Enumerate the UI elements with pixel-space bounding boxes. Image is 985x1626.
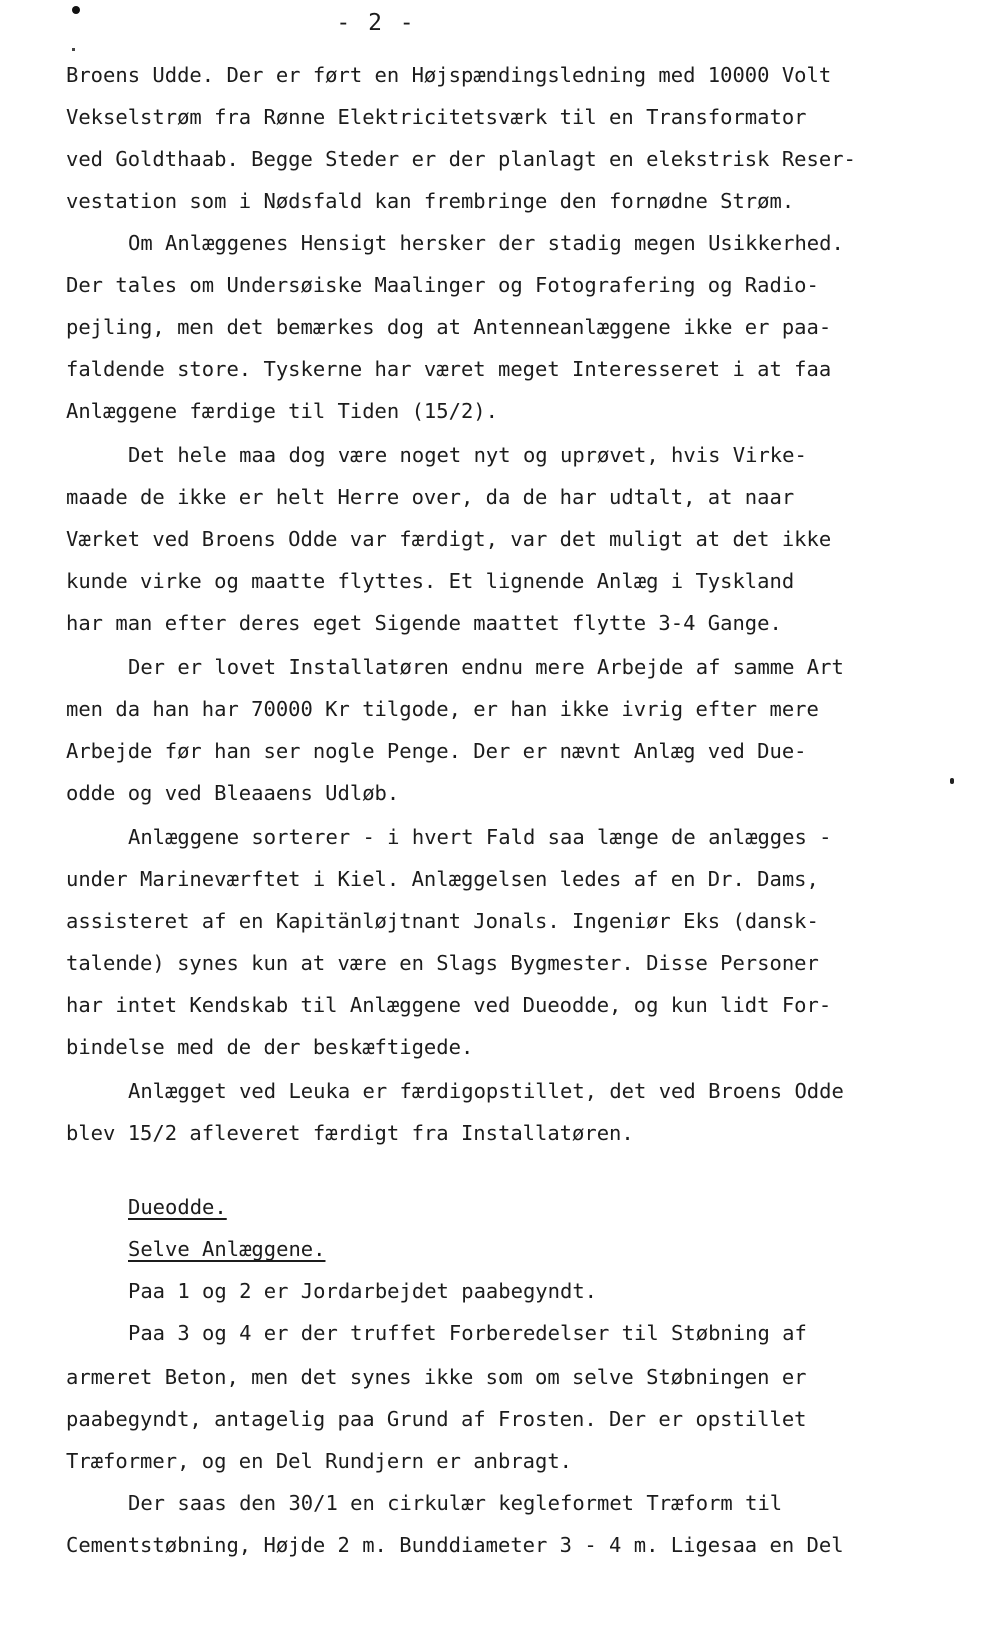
text-line: faldende store. Tyskerne har været meget Interesseret i at faa bbox=[66, 357, 832, 381]
text-line: maade de ikke er helt Herre over, da de har udtalt, at naar bbox=[66, 485, 795, 509]
text-line: bindelse med de der beskæftigede. bbox=[66, 1035, 474, 1059]
text-line: har intet Kendskab til Anlæggene ved Dueodde, og kun lidt For- bbox=[66, 993, 832, 1017]
text-line: blev 15/2 afleveret færdigt fra Installatøren. bbox=[66, 1121, 634, 1145]
ink-mark bbox=[72, 48, 75, 51]
text-line: Om Anlæggenes Hensigt hersker der stadig megen Usikkerhed. bbox=[128, 231, 844, 255]
text-line: Der saas den 30/1 en cirkulær kegleformet Træform til bbox=[128, 1491, 783, 1515]
text-line: har man efter deres eget Sigende maattet flytte 3-4 Gange. bbox=[66, 611, 782, 635]
text-line: Værket ved Broens Odde var færdigt, var det muligt at det ikke bbox=[66, 527, 832, 551]
section-heading: Dueodde. bbox=[128, 1195, 227, 1219]
text-line: vestation som i Nødsfald kan frembringe den fornødne Strøm. bbox=[66, 189, 795, 213]
text-line: Cementstøbning, Højde 2 m. Bunddiameter 3 - 4 m. Ligesaa en Del bbox=[66, 1533, 844, 1557]
text-line: Der er lovet Installatøren endnu mere Arbejde af samme Art bbox=[128, 655, 844, 679]
text-line: Paa 1 og 2 er Jordarbejdet paabegyndt. bbox=[128, 1279, 597, 1303]
text-line: men da han har 70000 Kr tilgode, er han ikke ivrig efter mere bbox=[66, 697, 819, 721]
text-line: paabegyndt, antagelig paa Grund af Frosten. Der er opstillet bbox=[66, 1407, 807, 1431]
text-line: kunde virke og maatte flyttes. Et lignende Anlæg i Tyskland bbox=[66, 569, 795, 593]
text-line: Anlæggene sorterer - i hvert Fald saa længe de anlægges - bbox=[128, 825, 832, 849]
text-line: talende) synes kun at være en Slags Bygmester. Disse Personer bbox=[66, 951, 819, 975]
text-line: Paa 3 og 4 er der truffet Forberedelser til Støbning af bbox=[128, 1321, 807, 1345]
text-line: assisteret af en Kapitänløjtnant Jonals. Ingeniør Eks (dansk- bbox=[66, 909, 819, 933]
text-line: Det hele maa dog være noget nyt og uprøvet, hvis Virke- bbox=[128, 443, 807, 467]
text-line: pejling, men det bemærkes dog at Antenneanlæggene ikke er paa- bbox=[66, 315, 832, 339]
text-line: Vekselstrøm fra Rønne Elektricitetsværk til en Transformator bbox=[66, 105, 807, 129]
text-line: odde og ved Bleaaens Udløb. bbox=[66, 781, 400, 805]
text-line: Træformer, og en Del Rundjern er anbragt. bbox=[66, 1449, 573, 1473]
margin-mark bbox=[950, 778, 954, 784]
text-line: under Marineværftet i Kiel. Anlæggelsen ledes af en Dr. Dams, bbox=[66, 867, 819, 891]
text-line: Broens Udde. Der er ført en Højspændingsledning med 10000 Volt bbox=[66, 63, 832, 87]
text-line: Anlægget ved Leuka er færdigopstillet, det ved Broens Odde bbox=[128, 1079, 844, 1103]
text-line: armeret Beton, men det synes ikke som om selve Støbningen er bbox=[66, 1365, 807, 1389]
ink-spot bbox=[72, 6, 80, 14]
text-line: Anlæggene færdige til Tiden (15/2). bbox=[66, 399, 498, 423]
text-line: ved Goldthaab. Begge Steder er der planlagt en elekstrisk Reser- bbox=[66, 147, 856, 171]
text-line: Der tales om Undersøiske Maalinger og Fotografering og Radio- bbox=[66, 273, 819, 297]
page-number: - 2 - bbox=[336, 10, 416, 36]
subsection-heading: Selve Anlæggene. bbox=[128, 1237, 326, 1261]
text-line: Arbejde før han ser nogle Penge. Der er nævnt Anlæg ved Due- bbox=[66, 739, 807, 763]
